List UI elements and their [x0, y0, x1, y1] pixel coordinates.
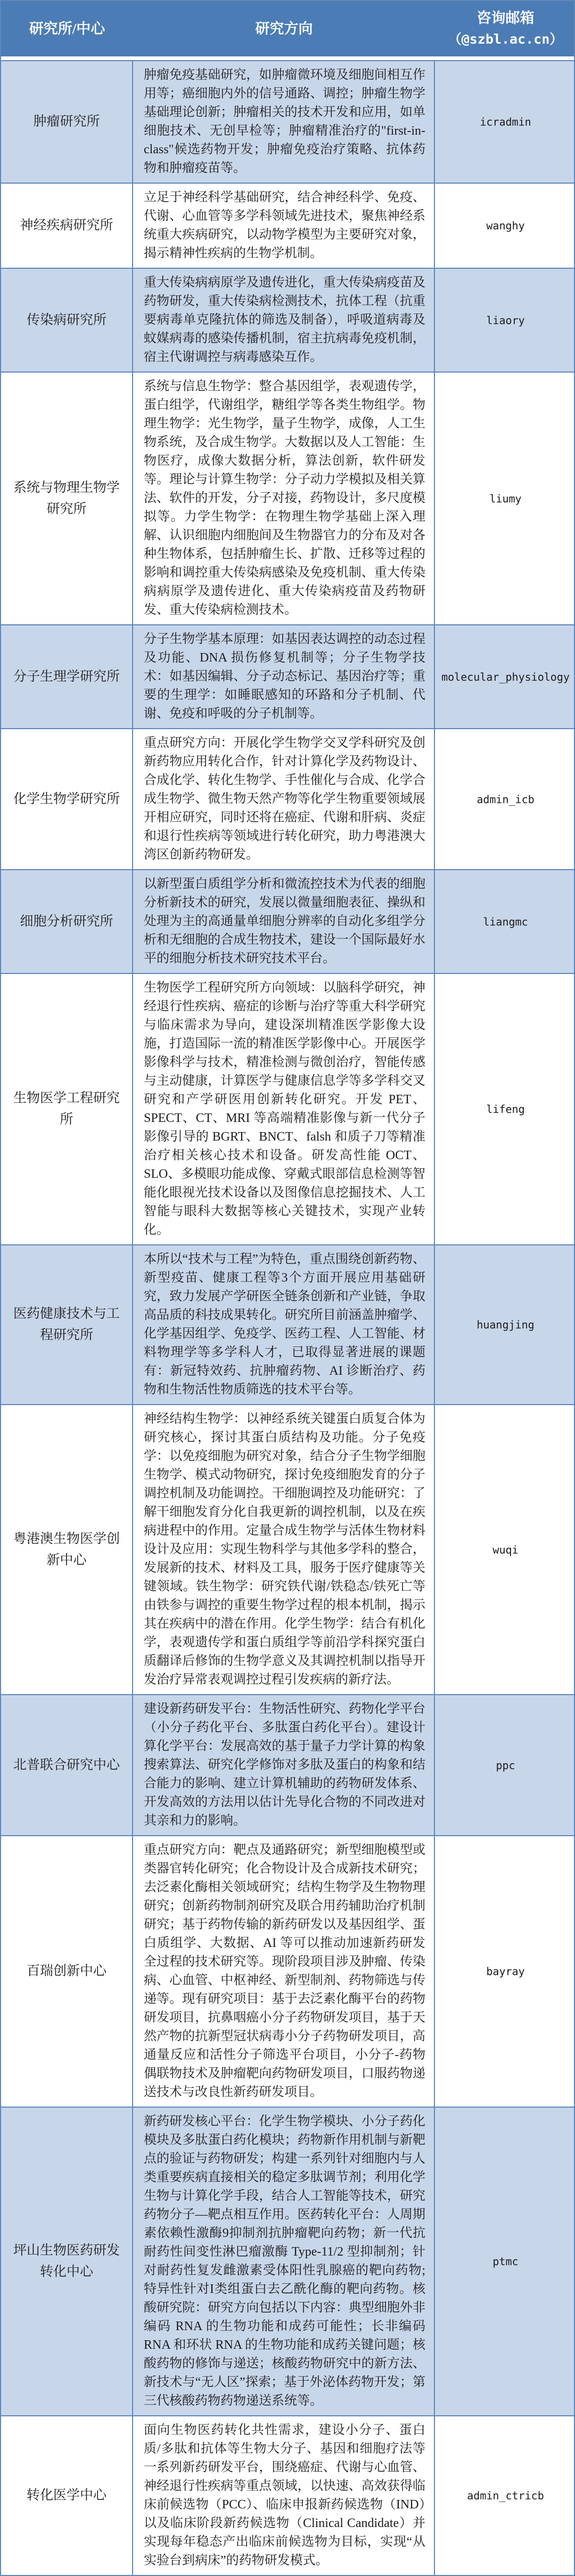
direction-cell: 生物医学工程研究所方向领域：以脑科学研究，神经退行性疾病、癌症的诊断与治疗等重大科学研究与临床需求为导向，建设深圳精准医学影像大设施，打造国际一流的精准医学影像中心。开展医学影像科学与技术，精准检测与微创治疗，智能传感与主动健康，计算医学与健康信息学等多学科交叉研究和产学研医用创新转化研究。开发 PET、SPECT、CT、MRI 等高端精准影像与新一代分子影像引导的 BGRT、BNCT、falsh 和质子刀等精准治疗相关核心技术和设备。研发高性能 OCT、SLO、多模眼功能成像、穿戴式眼部信息检测等智能化眼视光技术设备以及图像信息挖掘技术、人工智能与眼科大数据等核心关键技术，实现产业转化。: [133, 974, 435, 1244]
direction-cell: 本所以“技术与工程”为特色，重点围绕创新药物、新型疫苗、健康工程等3个方面开展应用基础研究，致力发展产学研医全链条创新和产业链，争取高品质的科技成果转化。研究所目前涵盖肿瘤学、化学基因组学、免疫学、医药工程、人工智能、材料物理学等多学科人才，已取得显著进展的课题有：新冠特效药、抗肿瘤药物、AI 诊断治疗、药物和生物活性物质筛选的技术平台等。: [133, 1245, 435, 1404]
email-cell: wuqi: [492, 1543, 519, 1556]
table-row: [1, 1404, 574, 1694]
email-cell: ptmc: [492, 2255, 519, 2268]
header-institute-label: 研究所/中心: [29, 21, 105, 37]
table-row: [1, 183, 574, 268]
table-row: [1, 371, 574, 624]
email-cell: huangjing: [477, 1318, 535, 1331]
direction-cell: 神经结构生物学：以神经系统关键蛋白质复合体为研究核心，探讨其蛋白质结构及功能。分子免疫学：以免疫细胞为研究对象，结合分子生物学细胞生物学、模式动物研究，探讨免疫细胞发育的分子调控机制及功能调控。干细胞调控及功能研究：了解干细胞发育分化自我更新的调控机制，以及在疾病进程中的作用。定量合成生物学与活体生物材料设计及应用：实现生物科学与其他多学科的整合，发展新的技术、材料及工具，服务于医疗健康等关键领域。铁生物学：研究铁代谢/铁稳态/铁死亡等由铁参与调控的重要生物学过程的根本机制，揭示其在疾病中的潜在作用。化学生物学：结合有机化学，表观遗传学和蛋白质组学等前沿学科探究蛋白质翻译后修饰的生物学意义及其调控机制以指导开发治疗异常表观调控过程引发疾病的新疗法。: [133, 1405, 435, 1694]
direction-cell: 建设新药研发平台：生物活性研究、药物化学平台（小分子药化平台、多肽蛋白药化平台）。建设计算化学平台：发展高效的基于量子力学计算的构象搜索算法、研究化学修饰对多肽及蛋白的构象和结合能力的影响、建立计算机辅助的药物研发体系、开发高效的方法用以估计先导化合物的不同改进对其亲和力的影响。: [133, 1695, 435, 1835]
table-row: [1, 2415, 574, 2575]
table-row: [1, 1694, 574, 1835]
institute-cell: 转化医学中心: [1, 2416, 133, 2575]
table-row: [1, 1244, 574, 1404]
table-row: [1, 2107, 574, 2415]
institute-cell: 传染病研究所: [1, 269, 133, 371]
table-row: [1, 60, 574, 183]
institute-cell: 医药健康技术与工程研究所: [1, 1245, 133, 1404]
email-cell: admin_icb: [477, 792, 535, 806]
header-institute: [1, 1, 133, 56]
email-cell: molecular_physiology: [441, 670, 570, 683]
institute-cell: 细胞分析研究所: [1, 870, 133, 973]
header-direction: [133, 1, 435, 56]
table-row: [1, 1835, 574, 2107]
table-row: [1, 973, 574, 1244]
email-cell: lifeng: [486, 1103, 525, 1116]
table-row: [1, 869, 574, 973]
email-cell: ppc: [496, 1758, 515, 1772]
institute-cell: 肿瘤研究所: [1, 61, 133, 183]
institute-cell: 神经疾病研究所: [1, 184, 133, 268]
email-cell: wanghy: [486, 219, 525, 232]
direction-cell: 分子生物学基本原理：如基因表达调控的动态过程及功能、DNA 损伤修复机制等；分子生物学技术：如基因编辑、分子动态标记、基因治疗等；重要的生理学：如睡眠感知的环路和分子机制、代谢、免疫和呼吸的分子机制等。: [133, 625, 435, 728]
table-row: [1, 624, 574, 728]
direction-cell: 重点研究方向：开展化学生物学交叉学科研究及创新药物应用转化合作，针对计算化学及药物设计、合成化学、转化生物学、手性催化与合成、化学合成生物学、微生物天然产物等化学生物重要领域展开相应研究，同时还将在癌症、代谢和肝病、炎症和退行性疾病等领域进行转化研究，助力粤港澳大湾区创新药物研发。: [133, 729, 435, 869]
table-row: [1, 268, 574, 371]
direction-cell: 新药研发核心平台：化学生物学模块、小分子药化模块及多肽蛋白药化模块；药物新作用机制与新靶点的验证与药物研发；构建一系列针对细胞内与人类重要疾病直接相关的稳定多肽调节剂；利用化学生物与计算化学手段，结合人工智能等技术，研究药物分子—靶点相互作用。医药转化平台：人周期素依赖性激酶9抑制剂抗肿瘤靶向药物；新一代抗耐药性间变性淋巴瘤激酶 Type-11/2 型抑制剂；针对耐药性复发雌激素受体阳性乳腺癌的靶向药物;特异性针对I类组蛋白去乙酰化酶的靶向药物。核酸研究院：研究方向包括以下内容：典型细胞外非编码 RNA 的生物功能和成药可能性；长非编码 RNA 和环状 RNA 的生物功能和成药关键问题；核酸药物的修饰与递送；核酸药物研究中的新方法、新技术与“无人区”探索；基于外泌体药物开发；第三代核酸药物药物递送系统等。: [133, 2108, 435, 2415]
institute-cell: 生物医学工程研究所: [1, 974, 133, 1244]
institute-cell: 化学生物学研究所: [1, 729, 133, 869]
header-email: [435, 1, 575, 56]
direction-cell: 面向生物医药转化共性需求，建设小分子、蛋白质/多肽和抗体等生物大分子、基因和细胞疗法等一系列新药研发平台，围绕癌症、代谢与心血管、神经退行性疾病等重点领域，以快速、高效获得临床前候选物（PCC）、临床申报新药候选物（IND）以及临床阶段新药候选物（Clinical Candidate）并实现每年稳态产出临床前候选物为目标，实现“从实验台到病床”的药物研发模式。: [133, 2416, 435, 2575]
direction-cell: 重点研究方向：靶点及通路研究；新型细胞模型或类器官转化研究；化合物设计及合成新技术研究；去泛素化酶相关领域研究；结构生物学及生物物理研究；创新药物制剂研究及联合用药辅助治疗机制研究；基于药物传输的新药研发以及基因组学、蛋白质组学、大数据、AI 等可以推动加速新药研发全过程的技术研究等。现阶段项目涉及肿瘤、传染病、心血管、中枢神经、新型制剂、药物筛选与传递等。现有研究项目：基于去泛素化酶平台的药物研发项目，抗鼻咽癌小分子药物研发项目，基于天然产物的抗新型冠状病毒小分子药物研发项目，高通量反应和活性分子筛选平台项目，小分子-药物偶联物技术及肿瘤靶向药物研发项目，口服药物递送技术与改良性新药研发项目。: [133, 1836, 435, 2107]
email-cell: liangmc: [483, 915, 528, 928]
institute-cell: 北普联合研究中心: [1, 1695, 133, 1835]
email-cell: admin_ctricb: [467, 2489, 544, 2502]
direction-cell: 立足于神经科学基础研究，结合神经科学、免疫、代谢、心血管等多学科领域先进技术，聚焦神经系统重大疾病研究，以动物学模型为主要研究对象，揭示精神性疾病的生物学机制。: [133, 184, 435, 268]
direction-cell: 系统与信息生物学：整合基因组学，表观遗传学，蛋白组学，代谢组学，糖组学等各类生物组学。物理生物学：光生物学，量子生物学，成像，人工生物系统，及合成生物学。大数据以及人工智能：生物医疗，成像大数据分析，算法创新，软件研发等。理论与计算生物学：分子动力学模拟及相关算法、软件的开发，分子对接，药物设计，多尺度模拟等。力学生物学：在物理生物学基础上深入理解、认识细胞内细胞间及生物器官力的分布及对各种生物体系，包括肿瘤生长、扩散、迁移等过程的影响和调控重大传染病感染及免疫机制、重大传染病病原学及遗传进化、重大传染病疫苗及药物研发、重大传染病检测技术。: [133, 373, 435, 624]
email-cell: liumy: [489, 492, 522, 505]
table-row: [1, 728, 574, 869]
table-body: [1, 60, 574, 2575]
institute-cell: 系统与物理生物学研究所: [1, 373, 133, 624]
institute-cell: 分子生理学研究所: [1, 625, 133, 728]
direction-cell: 肿瘤免疫基础研究，如肿瘤微环境及细胞间相互作用等；癌细胞内外的信号通路、调控；肿瘤生物学基础理论创新；肿瘤相关的技术开发和应用，如单细胞技术、无创早检等；肿瘤精准治疗的"first-in-class"候选药物开发；肿瘤免疫治疗策略、抗体药物和肿瘤疫苗等。: [133, 61, 435, 183]
institute-cell: 坪山生物医药研发转化中心: [1, 2108, 133, 2415]
header-email-label: 咨询邮箱: [477, 10, 535, 26]
direction-cell: 以新型蛋白质组学分析和微流控技术为代表的细胞分析新技术的研究，发展以微量细胞表征、操纵和处理为主的高通量单细胞分辨率的自动化多组学分析和无细胞的合成生物技术，建设一个国际最好水平的细胞分析技术研究技术平台。: [133, 870, 435, 973]
header-email-domain: （@szbl.ac.cn）: [448, 31, 563, 47]
table-header-row: [1, 1, 574, 60]
email-cell: bayray: [486, 1965, 525, 1978]
direction-cell: 重大传染病病原学及遗传进化，重大传染病疫苗及药物研发，重大传染病检测技术，抗体工程（抗重要病毒单克隆抗体的筛选及制备），呼吸道病毒及蚊媒病毒的感染传播机制，宿主抗病毒免疫机制，宿主代谢调控与病毒感染互作。: [133, 269, 435, 371]
institute-cell: 粤港澳生物医学创新中心: [1, 1405, 133, 1694]
email-cell: icradmin: [480, 115, 531, 128]
header-direction-label: 研究方向: [255, 21, 313, 37]
institute-cell: 百瑞创新中心: [1, 1836, 133, 2107]
email-cell: liaory: [486, 313, 525, 327]
